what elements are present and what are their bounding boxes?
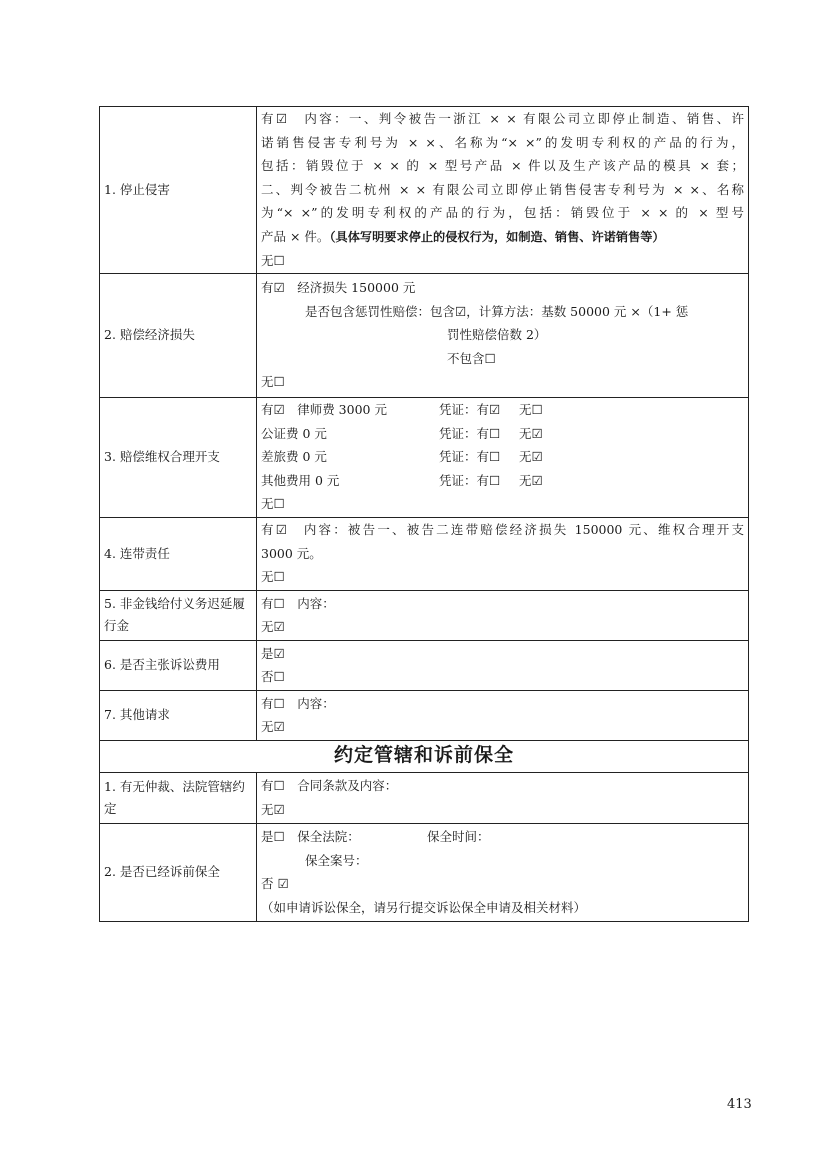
row-jurisdiction [100, 772, 749, 823]
expense-item-other [261, 469, 744, 493]
other-claims-no-checkbox[interactable]: 无☑ [261, 719, 285, 734]
stop-line-3: 包括：销毁位于 × × 的 × 型号产品 × 件以及生产该产品的模具 × 套； [261, 158, 744, 173]
label-jurisdiction: 1. 有无仲裁、法院管辖约定 [100, 772, 257, 823]
row-other-claims [100, 690, 749, 740]
label-delay-fee: 5. 非金钱给付义务迟延履行金 [100, 590, 257, 640]
jurisdiction-no-checkbox[interactable]: 无☑ [261, 801, 285, 817]
label-joint-liability: 4. 连带责任 [100, 517, 257, 590]
section-header-row [100, 740, 749, 772]
row-pre-litigation-preservation [100, 823, 749, 921]
stop-note: （具体写明要求停止的侵权行为，如制造、销售、许诺销售等） [329, 229, 665, 244]
stop-line-6-text: 产品 × 件。 [261, 228, 330, 244]
delay-fee-no-checkbox[interactable]: 无☑ [261, 619, 285, 634]
expense-notary-voucher-yes[interactable]: 凭证：有☐ [439, 425, 501, 441]
stop-line-6 [261, 225, 744, 250]
delay-fee-yes-checkbox[interactable]: 有☐ 内容： [261, 595, 335, 611]
litigation-costs-no-checkbox[interactable]: 否☐ [261, 669, 285, 684]
expense-lawyer-voucher-yes[interactable]: 凭证：有☑ [439, 402, 501, 418]
claims-form-table [99, 106, 749, 922]
stop-line-4: 二、判令被告二杭州 × × 有限公司立即停止销售侵害专利号为 × ×、名称 [261, 181, 744, 197]
row-damages [100, 273, 749, 397]
row-expenses [100, 397, 749, 517]
stop-none-checkbox[interactable]: 无☐ [261, 253, 285, 268]
expenses-none-checkbox[interactable]: 无☐ [261, 496, 285, 512]
expense-item-lawyer [261, 398, 744, 422]
litigation-costs-yes-checkbox[interactable]: 是☑ [261, 645, 285, 661]
label-damages: 2. 赔偿经济损失 [100, 273, 257, 397]
label-expenses: 3. 赔偿维权合理开支 [100, 397, 257, 517]
row-delay-fee [100, 590, 749, 640]
content-other-claims [257, 690, 749, 740]
expense-item-notary [261, 422, 744, 446]
damages-punitive-line-2: 罚性赔偿倍数 2） [447, 327, 547, 343]
expense-lawyer-voucher-no[interactable]: 无☐ [519, 402, 543, 418]
damages-not-included-checkbox[interactable]: 不包含☐ [447, 350, 496, 366]
section-title: 约定管辖和诉前保全 [100, 740, 749, 772]
row-stop-infringement [100, 107, 749, 274]
jurisdiction-yes-checkbox[interactable]: 有☐ 合同条款及内容： [261, 778, 398, 793]
preservation-time-field[interactable]: 保全时间： [427, 829, 490, 844]
label-stop-infringement: 1. 停止侵害 [100, 107, 257, 274]
content-expenses [257, 397, 749, 517]
expense-lawyer-fee[interactable]: 有☑ 律师费 3000 元 [261, 402, 387, 418]
joint-liability-line-2: 3000 元。 [261, 545, 322, 561]
preservation-no-checkbox[interactable]: 否 ☑ [261, 876, 289, 891]
row-joint-liability [100, 517, 749, 590]
joint-liability-line-1[interactable]: 有☑ 内容：被告一、被告二连带赔偿经济损失 150000 元、维权合理开支 [261, 522, 744, 538]
expense-notary-voucher-no[interactable]: 无☑ [519, 425, 543, 441]
expense-other-voucher-no[interactable]: 无☑ [519, 472, 543, 488]
preservation-case-number-field[interactable]: 保全案号： [305, 852, 368, 868]
expense-travel-voucher-no[interactable]: 无☑ [519, 449, 543, 465]
damages-none-checkbox[interactable]: 无☐ [261, 374, 285, 390]
joint-liability-none-checkbox[interactable]: 无☐ [261, 569, 285, 585]
content-jurisdiction [257, 772, 749, 823]
expense-item-travel [261, 445, 744, 469]
damages-punitive-line[interactable]: 是否包含惩罚性赔偿：包含☑，计算方法：基数 50000 元 ×（1+ 惩 [305, 303, 689, 319]
expense-travel-fee: 差旅费 0 元 [261, 449, 327, 465]
content-stop-infringement [257, 107, 749, 274]
expense-travel-voucher-yes[interactable]: 凭证：有☐ [439, 449, 501, 465]
damages-line-1[interactable]: 有☑ 经济损失 150000 元 [261, 280, 416, 296]
content-delay-fee [257, 590, 749, 640]
other-claims-yes-checkbox[interactable]: 有☐ 内容： [261, 695, 335, 711]
stop-line-5: 为“× ×”的发明专利权的产品的行为，包括：销毁位于 × × 的 × 型号 [261, 205, 744, 220]
label-preservation: 2. 是否已经诉前保全 [100, 823, 257, 921]
expense-notary-fee: 公证费 0 元 [261, 425, 327, 441]
preservation-line-1 [261, 825, 744, 849]
page-number: 413 [727, 1097, 752, 1112]
stop-line-2: 诺销售侵害专利号为 × ×、名称为“× ×”的发明专利权的产品的行为， [261, 134, 744, 150]
preservation-court-field[interactable]: 是☐ 保全法院： [261, 829, 360, 844]
label-litigation-costs: 6. 是否主张诉讼费用 [100, 640, 257, 690]
stop-line-1: 有☑ 内容：一、判令被告一浙江 × × 有限公司立即停止制造、销售、许 [261, 111, 744, 126]
content-litigation-costs [257, 640, 749, 690]
expense-other-fee: 其他费用 0 元 [261, 472, 340, 488]
content-preservation [257, 823, 749, 921]
expense-other-voucher-yes[interactable]: 凭证：有☐ [439, 472, 501, 488]
label-other-claims: 7. 其他请求 [100, 690, 257, 740]
preservation-note: （如申请诉讼保全，请另行提交诉讼保全申请及相关材料） [261, 899, 587, 915]
content-joint-liability [257, 517, 749, 590]
row-litigation-costs [100, 640, 749, 690]
content-damages [257, 273, 749, 397]
